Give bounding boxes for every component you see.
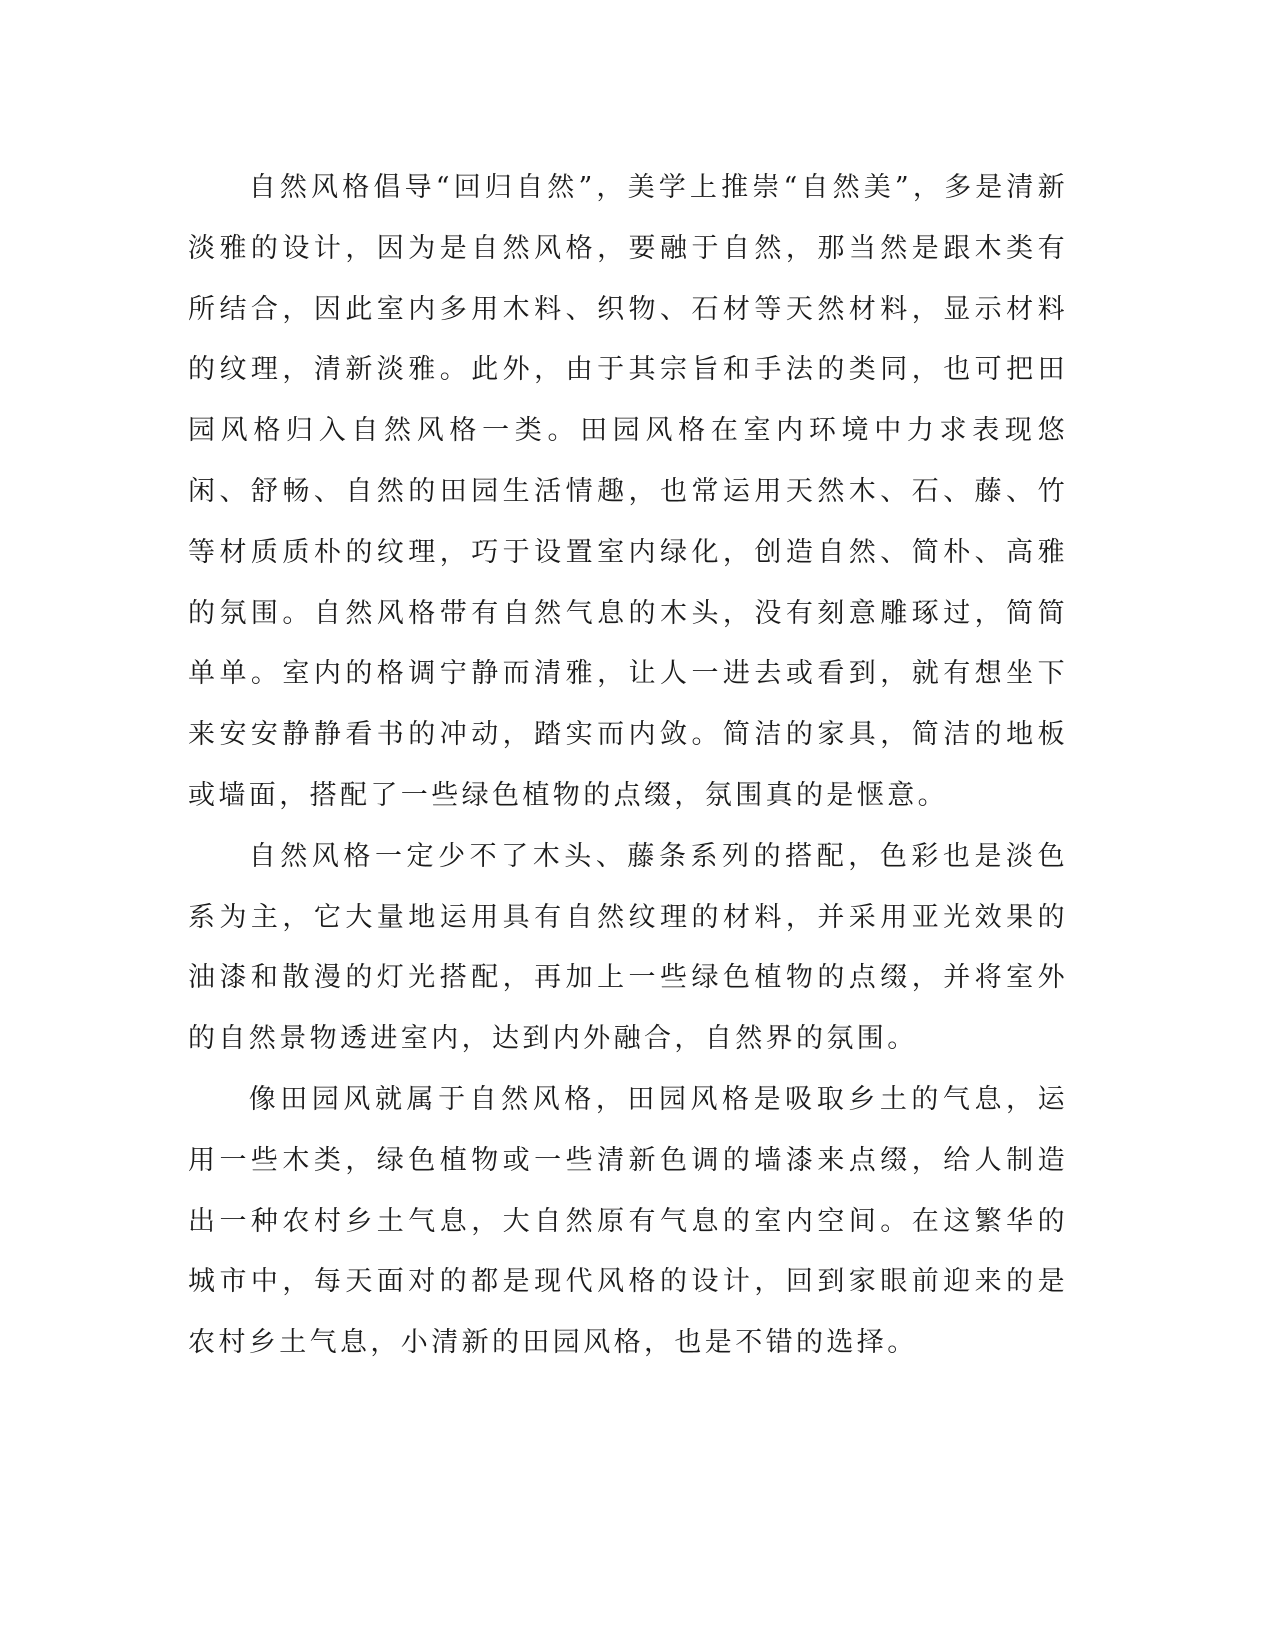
- paragraph-natural-style-intro: 自然风格倡导“回归自然”，美学上推崇“自然美”，多是清新淡雅的设计，因为是自然风格，要融于自然，那当然是跟木类有所结合，因此室内多用木料、织物、石材等天然材料，显示材料的纹理，清新淡雅。此外，由于其宗旨和手法的类同，也可把田园风格归入自然风格一类。田园风格在室内环境中力求表现悠闲、舒畅、自然的田园生活情趣，也常运用天然木、石、藤、竹等材质质朴的纹理，巧于设置室内绿化，创造自然、简朴、高雅的氛围。自然风格带有自然气息的木头，没有刻意雕琢过，简简单单。室内的格调宁静而清雅，让人一进去或看到，就有想坐下来安安静静看书的冲动，踏实而内敛。简洁的家具，简洁的地板或墙面，搭配了一些绿色植物的点缀，氛围真的是惬意。: [188, 172, 1068, 811]
- document-body: [188, 158, 1068, 1374]
- paragraph-pastoral-style: 像田园风就属于自然风格，田园风格是吸取乡土的气息，运用一些木类，绿色植物或一些清新色调的墙漆来点缀，给人制造出一种农村乡土气息，大自然原有气息的室内空间。在这繁华的城市中，每天面对的都是现代风格的设计，回到家眼前迎来的是农村乡土气息，小清新的田园风格，也是不错的选择。: [188, 1083, 1068, 1359]
- paragraph-wood-rattan: 自然风格一定少不了木头、藤条系列的搭配，色彩也是淡色系为主，它大量地运用具有自然纹理的材料，并采用亚光效果的油漆和散漫的灯光搭配，再加上一些绿色植物的点缀，并将室外的自然景物透进室内，达到内外融合，自然界的氛围。: [188, 840, 1068, 1055]
